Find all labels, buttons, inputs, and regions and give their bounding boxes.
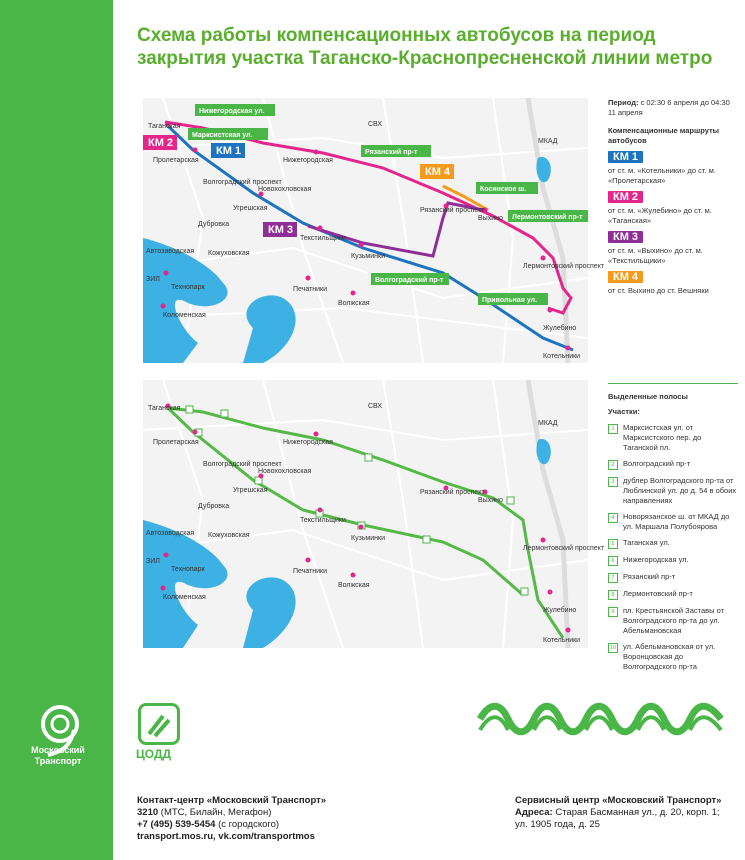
station-tekstilshchiki: Текстильщики	[300, 235, 346, 242]
section-number: 9	[608, 607, 618, 617]
legend-badge-km1: КМ 1	[608, 151, 643, 163]
cozd-label: ЦОДД	[136, 747, 172, 761]
station-kotelniki: Котельники	[543, 637, 581, 644]
station-pechatniki: Печатники	[293, 286, 328, 293]
road-mkad: МКАД	[538, 138, 558, 145]
phone-long-note: (с городского)	[218, 819, 280, 830]
section-item	[608, 555, 738, 566]
tag-nizhegorodskaya: Нижегородская ул.	[199, 108, 265, 115]
brand-label: Московский Транспорт	[31, 745, 85, 766]
badge-km4-label: КМ 4	[425, 166, 451, 178]
contact-block	[137, 795, 326, 843]
station-nizhegorodskaya: Нижегородская	[283, 157, 333, 164]
section-text: пл. Крестьянской Заставы от Волгоградского пр-та до ул. Абельмановская	[623, 606, 725, 635]
sections-heading: Участки:	[608, 407, 640, 416]
section-number: 10	[609, 645, 617, 651]
decorative-wave-pattern	[478, 700, 723, 738]
section-number: 5	[608, 539, 618, 549]
service-block	[515, 795, 721, 831]
station-tekhnopark: Технопарк	[171, 566, 205, 573]
road-mkad: МКАД	[538, 420, 558, 427]
legend-desc-km1: от ст. м. «Котельники» до ст. м. «Пролетарская»	[608, 166, 716, 185]
station-novokhokhlovskaya: Новохохловская	[258, 468, 312, 475]
station-volzhskaya: Волжская	[338, 300, 370, 307]
section-item	[608, 589, 738, 600]
legend-divider	[608, 383, 738, 384]
badge-km2-label: КМ 2	[148, 137, 174, 149]
station-dubrovka: Дубровка	[198, 503, 230, 510]
sidebar	[0, 0, 113, 860]
badge-km1-label: КМ 1	[216, 145, 242, 157]
dedicated-lanes-map	[143, 380, 605, 648]
section-item	[608, 606, 738, 636]
legend-route-km1	[608, 151, 738, 186]
section-text: Марксистская ул. от Марксистского пер. до Таганской пл.	[623, 423, 702, 452]
section-text: ул. Абельмановская от ул. Воронцовская до Волгоградского пр-та	[623, 642, 716, 671]
station-avtozavodskaya: Автозаводская	[146, 248, 195, 255]
legend-badge-km2: КМ 2	[608, 191, 643, 203]
station-zil: ЗИЛ	[146, 558, 160, 565]
station-novokhokhlovskaya: Новохохловская	[258, 186, 312, 193]
section-item	[608, 459, 738, 470]
tag-volgogradsky: Волгоградский пр-т	[375, 277, 444, 284]
period-text: с 02:30 6 апреля до 04:30 11 апреля	[608, 98, 730, 117]
routes-heading: Компенсационные маршруты автобусов	[608, 126, 720, 145]
tag-ryazansky: Рязанский пр-т	[365, 149, 418, 156]
section-text: Нижегородская ул.	[623, 555, 689, 564]
legend-route-km3	[608, 231, 738, 266]
station-ryazansky: Рязанский проспект	[420, 489, 485, 496]
section-number: 2	[608, 460, 618, 470]
address-label: Адреса:	[515, 807, 553, 818]
station-ryazansky: Рязанский проспект	[420, 207, 485, 214]
contact-links[interactable]: transport.mos.ru, vk.com/transportmos	[137, 831, 315, 842]
section-item	[608, 642, 738, 672]
station-kozhukhovskaya: Кожуховская	[208, 250, 250, 257]
section-item	[608, 538, 738, 549]
phone-long: +7 (495) 539-5454	[137, 819, 216, 830]
address-line-1: Старая Басманная ул., д. 20, корп. 1;	[555, 807, 720, 818]
station-ugreshskaya: Угрешская	[233, 205, 268, 212]
legend-badge-km3: КМ 3	[608, 231, 643, 243]
section-item	[608, 423, 738, 453]
station-tekhnopark: Технопарк	[171, 284, 205, 291]
legend-desc-km2: от ст. м. «Жулебино» до ст. м. «Таганская»	[608, 206, 712, 225]
section-item	[608, 476, 738, 506]
station-taganskaya: Таганская	[148, 405, 181, 412]
tag-privolnaya: Привольная ул.	[482, 297, 538, 304]
legend-route-km4	[608, 271, 738, 296]
lanes-legend	[608, 392, 738, 672]
routes-legend	[608, 98, 738, 296]
station-kuzminki: Кузьминки	[351, 253, 385, 260]
station-volzhskaya: Волжская	[338, 582, 370, 589]
station-dubrovka: Дубровка	[198, 221, 230, 228]
section-item	[608, 572, 738, 583]
service-title: Сервисный центр «Московский Транспорт»	[515, 795, 722, 806]
station-proletarskaya: Пролетарская	[153, 439, 199, 446]
badge-km3-label: КМ 3	[268, 224, 294, 236]
station-lermontovsky: Лермонтовский проспект	[523, 263, 605, 270]
station-tekstilshchiki: Текстильщики	[300, 517, 346, 524]
section-text: дублер Волгоградского пр-та от Люблинской ул. до д. 54 в обоих направлениях	[623, 476, 737, 505]
contact-title: Контакт-центр «Московский Транспорт»	[137, 795, 327, 806]
station-volgogradsky: Волгоградский проспект	[203, 461, 282, 468]
station-zil: ЗИЛ	[146, 276, 160, 283]
station-volgogradsky: Волгоградский проспект	[203, 179, 282, 186]
section-text: Лермонтовский пр-т	[623, 589, 693, 598]
section-text: Новорязанское ш. от МКАД до ул. Маршала Полубоярова	[623, 512, 730, 531]
station-kuzminki: Кузьминки	[351, 535, 385, 542]
period	[608, 98, 738, 118]
section-number: 7	[608, 573, 618, 583]
legend-desc-km4: от ст. Выхино до ст. Вешняки	[608, 286, 709, 295]
station-taganskaya: Таганская	[148, 123, 181, 130]
station-vykhino: Выхино	[478, 497, 503, 504]
phone-short-note: (МТС, Билайн, Мегафон)	[160, 807, 272, 818]
page-title: Схема работы компенсационных автобусов на период закрытия участка Таганско-Краснопресненской линии метро	[137, 25, 713, 69]
station-proletarskaya: Пролетарская	[153, 157, 199, 164]
station-kolomenskaya: Коломенская	[163, 594, 206, 601]
section-number: 1	[608, 424, 618, 434]
station-nizhegorodskaya: Нижегородская	[283, 439, 333, 446]
section-number: 4	[608, 513, 618, 523]
station-avtozavodskaya: Автозаводская	[146, 530, 195, 537]
legend-desc-km3: от ст. м. «Выхино» до ст. м. «Текстильщики»	[608, 246, 703, 265]
section-item	[608, 512, 738, 532]
legend-badge-km4: КМ 4	[608, 271, 643, 283]
station-zhulebino: Жулебино	[543, 607, 577, 614]
section-text: Волгоградский пр-т	[623, 459, 691, 468]
routes-map	[143, 98, 605, 363]
station-lermontovsky: Лермонтовский проспект	[523, 545, 605, 552]
section-number: 8	[608, 590, 618, 600]
section-number: 6	[608, 556, 618, 566]
station-vykhino: Выхино	[478, 215, 503, 222]
legend-route-km2	[608, 191, 738, 226]
tag-lermontovsky: Лермонтовский пр-т	[512, 214, 583, 221]
station-kotelniki: Котельники	[543, 353, 581, 360]
tag-kosinskoe: Косинское ш.	[480, 186, 527, 193]
station-pechatniki: Печатники	[293, 568, 328, 575]
section-text: Таганская ул.	[623, 538, 670, 547]
address-line-2: ул. 1905 года, д. 25	[515, 819, 600, 830]
road-svkh: СВХ	[368, 121, 383, 128]
section-text: Рязанский пр-т	[623, 572, 676, 581]
station-ugreshskaya: Угрешская	[233, 487, 268, 494]
section-number: 3	[608, 477, 618, 487]
phone-short: 3210	[137, 807, 159, 818]
lanes-heading: Выделенные полосы	[608, 392, 688, 401]
period-label: Период:	[608, 98, 639, 107]
road-svkh: СВХ	[368, 403, 383, 410]
station-zhulebino: Жулебино	[543, 325, 577, 332]
cozd-logo-icon	[138, 703, 180, 745]
tag-marksistskaya: Марксистская ул.	[192, 132, 253, 139]
station-kozhukhovskaya: Кожуховская	[208, 532, 250, 539]
station-kolomenskaya: Коломенская	[163, 312, 206, 319]
